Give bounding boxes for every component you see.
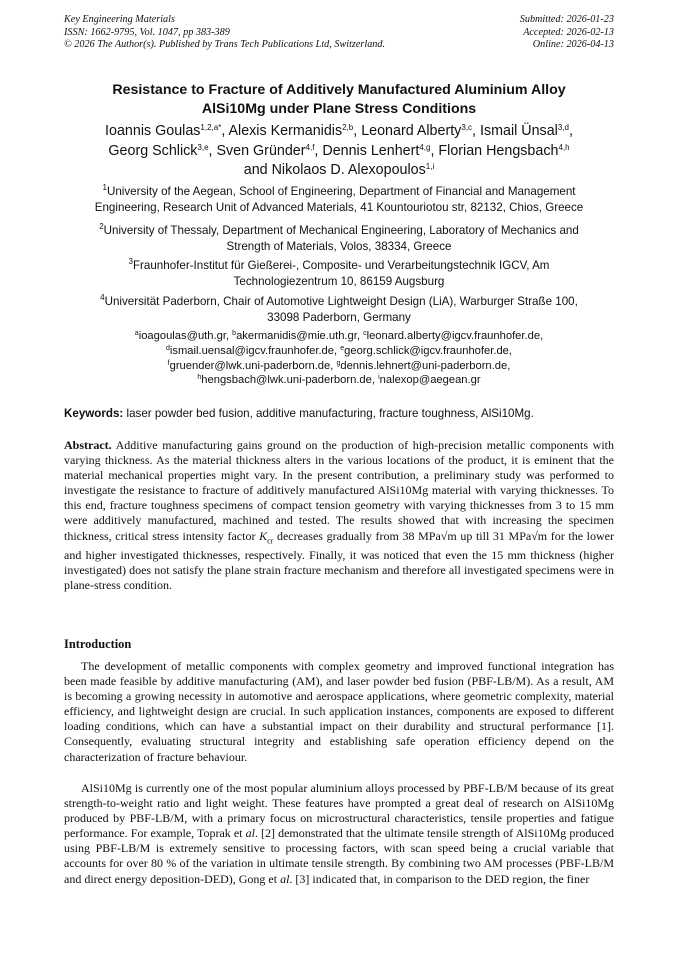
accepted-date: Accepted: 2026-02-13 xyxy=(523,26,614,38)
abstract-label: Abstract. xyxy=(64,438,112,452)
keywords-label: Keywords: xyxy=(64,407,124,420)
email-link[interactable]: $^i$nalexop@aegean.gr xyxy=(378,374,481,387)
journal-info xyxy=(64,14,385,52)
issn-line: ISSN: 1662-9795, Vol. 1047, pp 383-389 xyxy=(64,26,230,38)
author: Alexis Kermanidis$^{2,b}$, xyxy=(228,123,362,139)
journal-name: Key Engineering Materials xyxy=(64,14,175,25)
author-line xyxy=(40,122,638,142)
author: Sven Gründer$^{4,f}$, xyxy=(216,142,323,159)
affiliation-2: $^2$University of Thessaly, Department of Mechanical Engineering, Laboratory of Mechanics and Strength of Materials, Volos, 38334, Greece xyxy=(99,222,579,253)
author: and Nikolaos D. Alexopoulos$^{1,i}$ xyxy=(243,162,435,178)
author: Ismail Ünsal$^{3,d}$, xyxy=(479,123,573,139)
email-link[interactable]: $^h$hengsbach@lwk.uni-paderborn.de xyxy=(197,374,372,387)
submitted-date: Submitted: 2026-01-23 xyxy=(519,14,614,25)
section-heading: Introduction xyxy=(64,637,132,651)
title-line: AlSi10Mg under Plane Stress Conditions xyxy=(201,101,477,117)
author: Florian Hengsbach$^{4,h}$ xyxy=(438,142,570,159)
paragraph: AlSi10Mg is currently one of the most popular aluminium alloys processed by PBF-LB/M because of its great strength-to-weight ratio and light weight. These features have prompted a great deal of research on AlSi10Mg produced by PBF-LB/M, with a primary focus on microstructural characteristics, tensile properties and fatigue performance. For example, Toprak et al. [2] demonstrated that the ultimate tensile strength of AlSi10Mg produced using PBF-LB/M is extremely sensitive to processing factors, with scan speed being a crucial variable that accounts for over 80 % of the variation in ultimate tensile strength. By combining two AM processes (PBF-LB/M and direct energy deposition-DED), Gong et al. [3] indicated that, in comparison to the DED region, the finer xyxy=(64,781,615,886)
email-link[interactable]: $^c$leonard.alberty@igcv.fraunhofer.de xyxy=(363,330,541,342)
email-link[interactable]: $^f$gruender@lwk.uni-paderborn.de xyxy=(167,359,331,372)
email-link[interactable]: $^e$georg.schlick@igcv.fraunhofer.de xyxy=(340,344,509,357)
author-line xyxy=(40,161,638,181)
author: Georg Schlick$^{3,e}$, xyxy=(108,142,217,159)
email-link[interactable]: $^g$dennis.lehnert@uni-paderborn.de xyxy=(336,359,508,372)
keywords xyxy=(64,407,618,420)
dates-info xyxy=(520,14,614,52)
paper-title xyxy=(50,81,628,119)
license-line: © 2026 The Author(s). Published by Trans Tech Publications Ltd, Switzerland. xyxy=(64,39,386,51)
affiliation-4: $^4$Universität Paderborn, Chair of Automotive Lightweight Design (LiA), Warburger Straße 100, 33098 Paderborn, Germany xyxy=(100,293,578,324)
email-list: $^a$ioagoulas@uth.gr, $^b$akermanidis@mie.uth.gr, $^c$leonard.alberty@igcv.fraunhofer.de, $^d$ismail.uensal@igcv.fraunhofer.de, $^e$georg.schlick@igcv.fraunhofer.de, $^f$gruender@lwk.uni-paderborn.de, $^g$dennis.lehnert@uni-paderborn.de, $^h$hengsbach@lwk.uni-paderborn.de, $^i$nalexop@aegean.gr xyxy=(134,330,544,387)
abstract: Abstract. Additive manufacturing gains ground on the production of high-precision metallic components with varying thickness. As the material thickness alters in the various locations of the product, it is eminent that the material mechanical properties might vary. In the present contribution, a preliminary study was performed to investigate the resistance to fracture of additively manufactured AlSi10Mg material with varying thicknesses. To this end, fracture toughness specimens of compact tension geometry with varying thicknesses from 3 to 15 mm were additively manufactured, machined and tested. The results showed that with increasing the specimen thickness, critical stress intensity factor $K_{cr}$ decreases gradually from 38 MPa√m up till 31 MPa√m for the lower and higher investigated thicknesses, respectively. Finally, it was noticed that even the 15 mm thickness (higher investigated) does not satisfy the plane strain fracture mechanism and therefore all investigated specimens were in plane-stress condition. xyxy=(64,438,614,593)
paragraph: The development of metallic components with complex geometry and improved functional integration has been made feasible by additive manufacturing (AM), and laser powder bed fusion (PBF-LB/M). As a result, AM is becoming a growing necessity in automotive and aerospace applications, where geometric complexity, material efficiency, and lightweight design are crucial. In such application instances, components are exposed to different loading conditions, which can have a substantial impact on their durability and structural performance [1]. Consequently, evaluating structural integrity and establishing safe operation efficiency depend on the characterization of fracture behaviour. xyxy=(64,659,614,764)
author: Ioannis Goulas$^{1,2,a*}$, xyxy=(105,123,229,139)
title-line: Resistance to Fracture of Additively Manufactured Aluminium Alloy xyxy=(112,82,566,98)
affiliation-3: $^3$Fraunhofer-Institut für Gießerei-, Composite- und Verarbeitungstechnik IGCV, Am Technologiezentrum 10, 86159 Augsburg xyxy=(128,257,550,288)
email-link[interactable]: $^d$ismail.uensal@igcv.fraunhofer.de xyxy=(165,344,335,357)
author-line xyxy=(40,142,638,162)
author-list xyxy=(40,122,638,181)
keywords-text: laser powder bed fusion, additive manufacturing, fracture toughness, AlSi10Mg. xyxy=(123,407,534,420)
email-link[interactable]: $^a$ioagoulas@uth.gr xyxy=(134,330,226,342)
author: Dennis Lenhert$^{4,g}$, xyxy=(322,142,439,159)
email-link[interactable]: $^b$akermanidis@mie.uth.gr xyxy=(232,330,357,342)
affiliation-1: $^1$University of the Aegean, School of Engineering, Department of Financial and Management Engineering, Research Unit of Advanced Materials, 41 Kountouriotou str, 82132, Chios, Greece xyxy=(94,183,584,214)
online-date: Online: 2026-04-13 xyxy=(532,39,614,51)
author: Leonard Alberty$^{3,c}$, xyxy=(361,123,480,139)
